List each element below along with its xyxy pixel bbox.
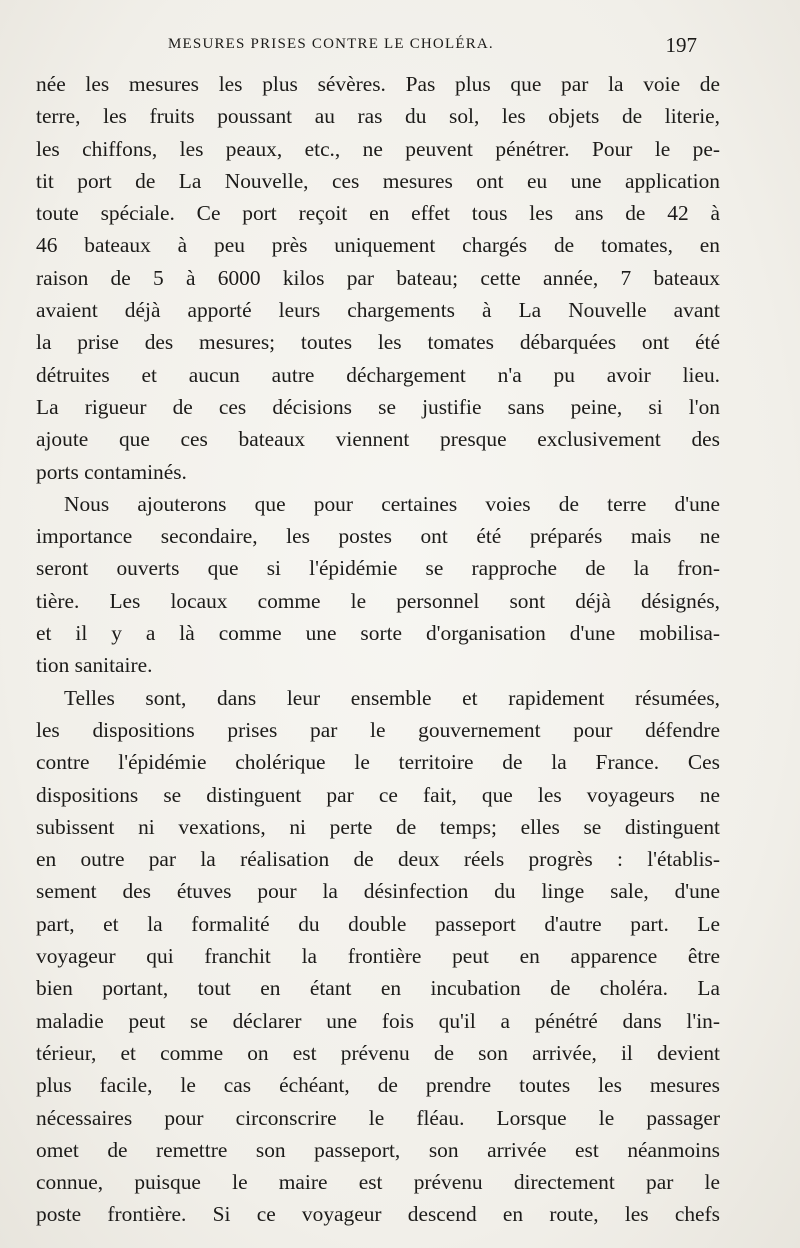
text-line: en outre par la réalisation de deux réels progrès : l'établis- [36, 847, 720, 872]
text-line: contre l'épidémie cholérique le territoire de la France. Ces [36, 750, 720, 775]
text-line: subissent ni vexations, ni perte de temps; elles se distinguent [36, 814, 720, 839]
text-line: térieur, et comme on est prévenu de son arrivée, il devient [36, 1040, 720, 1065]
text-line: seront ouverts que si l'épidémie se rapproche de la fron- [36, 556, 720, 581]
text-line: omet de remettre son passeport, son arrivée est néanmoins [36, 1137, 720, 1162]
text-line: tion sanitaire. [36, 653, 153, 678]
text-line: née les mesures les plus sévères. Pas plus que par la voie de [36, 72, 720, 96]
text-line: ajoute que ces bateaux viennent presque exclusivement des [36, 427, 720, 452]
text-line: détruites et aucun autre déchargement n'a pu avoir lieu. [36, 362, 720, 387]
text-line: bien portant, tout en étant en incubation de choléra. La [36, 976, 720, 1001]
paragraph-2 [36, 488, 720, 682]
text-line: et il y a là comme une sorte d'organisation d'une mobilisa- [36, 621, 720, 646]
text-line: Nous ajouterons que pour certaines voies de terre d'une [64, 491, 720, 516]
running-header [0, 34, 800, 60]
text-line: tit port de La Nouvelle, ces mesures ont eu une application [36, 168, 720, 193]
text-line: part, et la formalité du double passeport d'autre part. Le [36, 911, 720, 936]
text-line: terre, les fruits poussant au ras du sol, les objets de literie, [36, 104, 720, 129]
text-line: 46 bateaux à peu près uniquement chargés de tomates, en [36, 233, 720, 258]
paragraph-1 [36, 68, 720, 488]
body-text [36, 68, 720, 1231]
page-number: 197 [665, 33, 697, 57]
text-line: raison de 5 à 6000 kilos par bateau; cette année, 7 bateaux [36, 265, 720, 290]
text-line: maladie peut se déclarer une fois qu'il a pénétré dans l'in- [36, 1008, 720, 1033]
text-line: la prise des mesures; toutes les tomates débarquées ont été [36, 330, 720, 355]
text-line: ports contaminés. [36, 459, 187, 484]
text-line: avaient déjà apporté leurs chargements à La Nouvelle avant [36, 298, 720, 323]
text-line: Telles sont, dans leur ensemble et rapidement résumées, [64, 685, 720, 710]
text-line: nécessaires pour circonscrire le fléau. Lorsque le passager [36, 1105, 720, 1130]
running-title: MESURES PRISES CONTRE LE CHOLÉRA. [168, 36, 494, 52]
text-line: poste frontière. Si ce voyageur descend en route, les chefs [36, 1202, 720, 1227]
text-line: connue, puisque le maire est prévenu directement par le [36, 1170, 720, 1195]
text-line: sement des étuves pour la désinfection du linge sale, d'une [36, 879, 720, 904]
text-line: voyageur qui franchit la frontière peut en apparence être [36, 944, 720, 969]
text-line: tière. Les locaux comme le personnel sont déjà désignés, [36, 588, 720, 613]
text-line: plus facile, le cas échéant, de prendre toutes les mesures [36, 1073, 720, 1098]
text-line: dispositions se distinguent par ce fait, que les voyageurs ne [36, 782, 720, 807]
text-line: les chiffons, les peaux, etc., ne peuvent pénétrer. Pour le pe- [36, 136, 720, 161]
text-line: La rigueur de ces décisions se justifie sans peine, si l'on [36, 394, 720, 419]
text-line: les dispositions prises par le gouvernement pour défendre [36, 717, 720, 742]
text-line: toute spéciale. Ce port reçoit en effet tous les ans de 42 à [36, 201, 720, 226]
paragraph-3 [36, 682, 720, 1231]
text-line: importance secondaire, les postes ont été préparés mais ne [36, 524, 720, 549]
